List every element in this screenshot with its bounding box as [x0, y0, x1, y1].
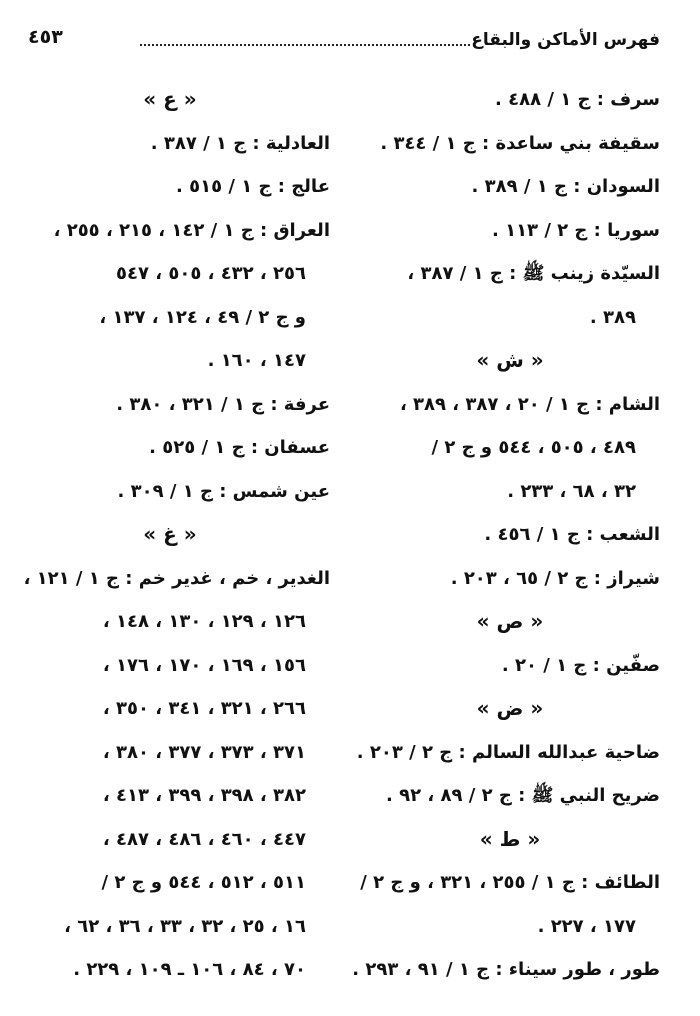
page-number: ٤٥٣: [28, 26, 63, 48]
index-entry: الطائف : ج ١ / ٢٥٥ ، ٣٢١ ، و ج ٢ /: [360, 872, 660, 893]
left-column: [10, 78, 330, 992]
index-entry-continuation: ١٧٧ ، ٢٢٧ .: [537, 915, 636, 937]
index-entry: عرفة : ج ١ / ٣٢١ ، ٣٨٠ .: [116, 393, 330, 415]
index-entry-continuation: ٢٥٦ ، ٤٣٢ ، ٥٠٥ ، ٥٤٧: [116, 263, 306, 284]
letter-heading: « ع »: [143, 87, 197, 111]
letter-heading: « ض »: [476, 696, 544, 720]
header-dotted-leader: [140, 44, 470, 46]
index-entry-continuation: ٤٨٩ ، ٥٠٥ ، ٥٤٤ و ج ٢ /: [431, 437, 636, 458]
index-entry-continuation: ٣٧١ ، ٣٧٣ ، ٣٧٧ ، ٣٨٠ ،: [102, 741, 306, 763]
index-entry: السيّدة زينب ﷺ : ج ١ / ٣٨٧ ،: [407, 263, 660, 284]
index-entry-continuation: ٢٦٦ ، ٣٢١ ، ٣٤١ ، ٣٥٠ ،: [102, 698, 306, 719]
index-entry-continuation: ١٤٧ ، ١٦٠ .: [207, 350, 306, 371]
index-entry-continuation: ٥١١ ، ٥١٢ ، ٥٤٤ و ج ٢ /: [101, 872, 306, 893]
index-entry: صفّين : ج ١ / ٢٠ .: [501, 654, 660, 676]
index-entry-continuation: ٧٠ ، ٨٤ ، ١٠٦ ـ ١٠٩ ، ٢٢٩ .: [73, 959, 306, 980]
index-entry-continuation: ١٥٦ ، ١٦٩ ، ١٧٠ ، ١٧٦ ،: [102, 654, 306, 676]
index-entry: ضاحية عبدالله السالم : ج ٢ / ٢٠٣ .: [356, 741, 660, 763]
index-entry: سقيفة بني ساعدة : ج ١ / ٣٤٤ .: [380, 132, 660, 154]
index-entry-continuation: ١٦ ، ٢٥ ، ٣٢ ، ٣٣ ، ٣٦ ، ٦٢ ،: [64, 915, 306, 937]
index-entry-continuation: ١٢٦ ، ١٢٩ ، ١٣٠ ، ١٤٨ ،: [102, 611, 306, 632]
index-entry-continuation: ٣٢ ، ٦٨ ، ٢٣٣ .: [507, 480, 636, 502]
letter-heading: « ش »: [476, 348, 544, 372]
right-column: [352, 78, 660, 992]
index-entry: ضريح النبي ﷺ : ج ٢ / ٨٩ ، ٩٢ .: [386, 785, 660, 806]
index-entry: الشعب : ج ١ / ٤٥٦ .: [484, 524, 660, 545]
index-entry: السودان : ج ١ / ٣٨٩ .: [471, 176, 660, 197]
letter-heading: « ص »: [476, 609, 544, 633]
index-entry: الشام : ج ١ / ٢٠ ، ٣٨٧ ، ٣٨٩ ،: [399, 393, 660, 415]
header-title: فهرس الأماكن والبقاع: [471, 30, 660, 50]
index-entry-continuation: ٤٤٧ ، ٤٦٠ ، ٤٨٦ ، ٤٨٧ ،: [102, 828, 306, 850]
index-entry: عين شمس : ج ١ / ٣٠٩ .: [117, 480, 330, 502]
index-entry: سوريا : ج ٢ / ١١٣ .: [491, 219, 660, 241]
letter-heading: « ط »: [479, 826, 541, 851]
page-header: [28, 22, 660, 56]
index-entry: الغدير ، خم ، غدير خم : ج ١ / ١٢١ ،: [23, 567, 330, 589]
index-entry: عسفان : ج ١ / ٥٢٥ .: [149, 437, 330, 458]
index-entry: العراق : ج ١ / ١٤٢ ، ٢١٥ ، ٢٥٥ ،: [53, 219, 330, 241]
index-entry: عالج : ج ١ / ٥١٥ .: [176, 176, 330, 197]
letter-heading: « غ »: [143, 522, 197, 546]
index-entry: شيراز : ج ٢ / ٦٥ ، ٢٠٣ .: [450, 567, 660, 589]
index-entry-continuation: ٣٨٢ ، ٣٩٨ ، ٣٩٩ ، ٤١٣ ،: [102, 785, 306, 806]
index-entry: سرف : ج ١ / ٤٨٨ .: [495, 89, 660, 110]
index-entry: العادلية : ج ١ / ٣٨٧ .: [150, 132, 330, 154]
index-entry-continuation: و ج ٢ / ٤٩ ، ١٢٤ ، ١٣٧ ،: [99, 306, 306, 328]
index-entry: طور ، طور سيناء : ج ١ / ٩١ ، ٢٩٣ .: [352, 959, 660, 980]
index-entry-continuation: ٣٨٩ .: [589, 306, 636, 328]
